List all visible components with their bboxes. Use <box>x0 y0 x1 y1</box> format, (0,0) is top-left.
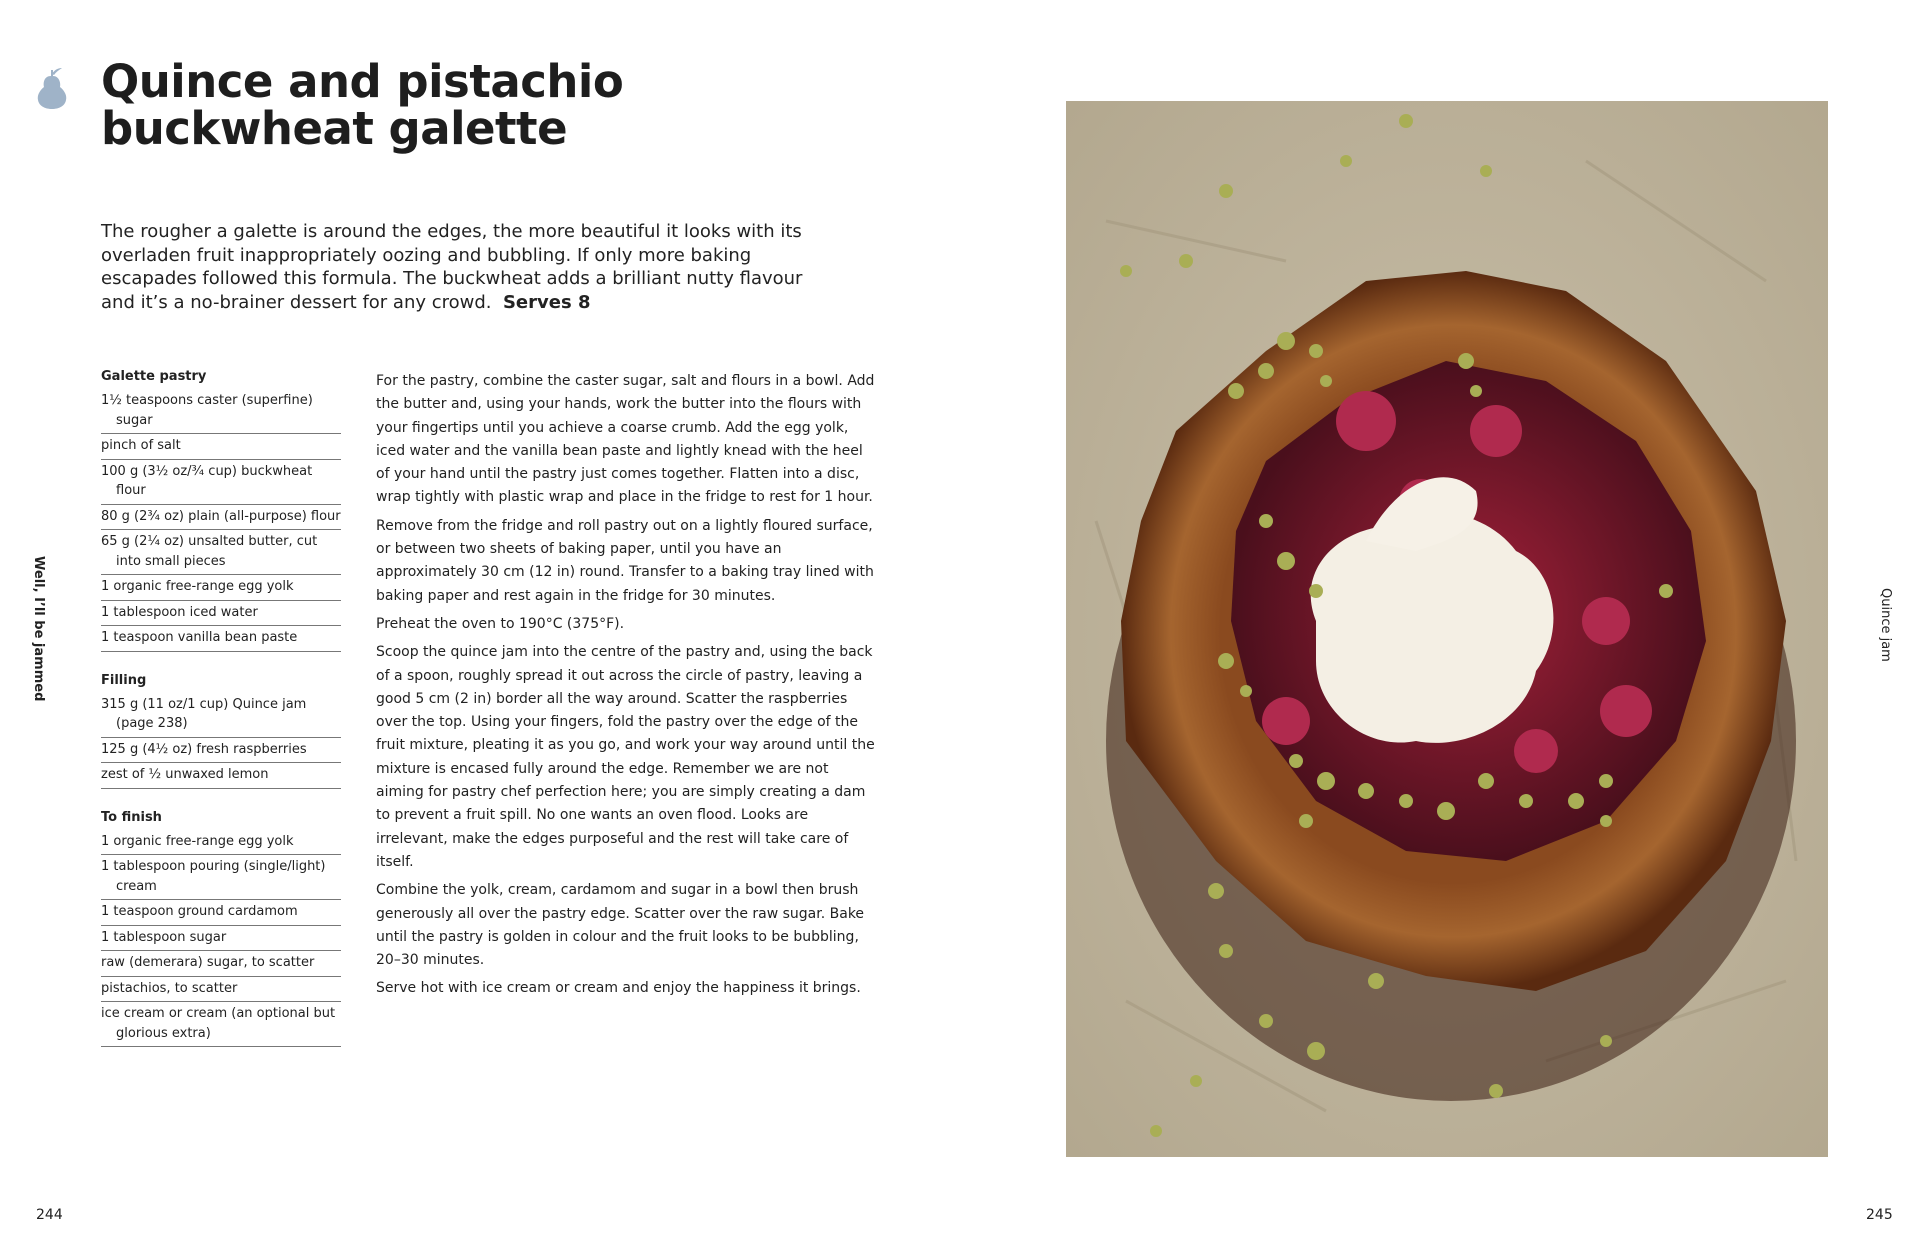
running-head-right: Quince jam <box>1878 588 1893 662</box>
pear-icon <box>32 66 72 110</box>
ingredient-item: 1 teaspoon ground cardamom <box>101 900 341 926</box>
ingredient-item: raw (demerara) sugar, to scatter <box>101 951 341 977</box>
ingredient-item: 315 g (11 oz/1 cup) Quince jam (page 238) <box>101 693 341 738</box>
method-step: Scoop the quince jam into the centre of the pastry and, using the back of a spoon, roughly spread it out across the circle of pastry, leaving a good 5 cm (2 in) border all the way around. Scatter the raspberries over the top. Using your fingers, fold the pastry over the edge of the fruit mixture, pleating it as you go, and work your way around until the mixture is encased fully around the edge. Remember we are not aiming for pastry chef perfection here; you are simply creating a dam to prevent a fruit spill. No one wants an oven flood. Looks are irrelevant, make the edges purposeful and the rest will take care of itself. <box>376 644 875 870</box>
ingredient-item: pistachios, to scatter <box>101 977 341 1003</box>
ingredient-section-finish <box>101 809 341 1048</box>
recipe-title-line2: buckwheat galette <box>101 102 568 155</box>
ingredient-item: 125 g (4½ oz) fresh raspberries <box>101 738 341 764</box>
ingredient-item: 1 organic free-range egg yolk <box>101 575 341 601</box>
method-step: Preheat the oven to 190°C (375°F). <box>376 615 625 632</box>
ingredient-item: ice cream or cream (an optional but glorious extra) <box>101 1002 341 1047</box>
ingredients-list <box>101 368 341 1067</box>
method-step: Combine the yolk, cream, cardamom and sugar in a bowl then brush generously all over the pastry edge. Scatter over the raw sugar. Bake until the pastry is golden in colour and the fruit looks to be bubbling, 20–30 minutes. <box>376 882 865 969</box>
serves-label: Serves 8 <box>502 291 591 313</box>
ingredient-item: 1 tablespoon sugar <box>101 926 341 952</box>
galette-photo-illustration <box>1066 101 1828 1157</box>
recipe-title <box>101 55 801 155</box>
ingredient-item: 65 g (2¼ oz) unsalted butter, cut into small pieces <box>101 530 341 575</box>
method-step: For the pastry, combine the caster sugar, salt and flours in a bowl. Add the butter and, using your hands, work the butter into the flours with your fingertips until you achieve a coarse crumb. Add the egg yolk, iced water and the vanilla bean paste and lightly knead with the heel of your hand until the pastry just comes together. Flatten into a disc, wrap tightly with plastic wrap and place in the fridge to rest for 1 hour. <box>376 373 875 506</box>
ingredient-item: 1 tablespoon iced water <box>101 601 341 627</box>
ingredient-item: 100 g (3½ oz/¾ cup) buckwheat flour <box>101 460 341 505</box>
page-number-right: 245 <box>1866 1207 1893 1223</box>
ingredient-section-filling <box>101 672 341 789</box>
recipe-intro <box>101 220 811 314</box>
ingredient-item: 1 tablespoon pouring (single/light) cream <box>101 855 341 900</box>
ingredient-item: 1 organic free-range egg yolk <box>101 830 341 856</box>
intro-text: The rougher a galette is around the edges, the more beautiful it looks with its overladen fruit inappropriately oozing and bubbling. If only more baking escapades followed this formula. The buckwheat adds a brilliant nutty flavour and it’s a no-brainer dessert for any crowd. <box>101 221 803 313</box>
ingredient-item: 1½ teaspoons caster (superfine) sugar <box>101 389 341 434</box>
method-step: Remove from the fridge and roll pastry out on a lightly floured surface, or between two sheets of baking paper, until you have an approximately 30 cm (12 in) round. Transfer to a baking tray lined with baking paper and rest again in the fridge for 30 minutes. <box>376 517 874 604</box>
ingredient-item: zest of ½ unwaxed lemon <box>101 763 341 789</box>
ingredient-section-heading: Galette pastry <box>101 369 207 384</box>
method-step: Serve hot with ice cream or cream and enjoy the happiness it brings. <box>376 980 861 997</box>
ingredient-section-heading: Filling <box>101 672 147 688</box>
galette-photo <box>1066 101 1828 1157</box>
ingredient-section-pastry <box>101 368 341 652</box>
ingredient-section-heading: To finish <box>101 809 162 825</box>
running-head-left: Well, I’ll be jammed <box>31 556 46 702</box>
page-number-left: 244 <box>36 1207 63 1223</box>
method-steps <box>376 370 876 1006</box>
ingredient-item: 1 teaspoon vanilla bean paste <box>101 626 341 652</box>
ingredient-item: pinch of salt <box>101 434 341 460</box>
ingredient-item: 80 g (2¾ oz) plain (all-purpose) flour <box>101 505 341 531</box>
recipe-title-line1: Quince and pistachio <box>101 55 624 108</box>
